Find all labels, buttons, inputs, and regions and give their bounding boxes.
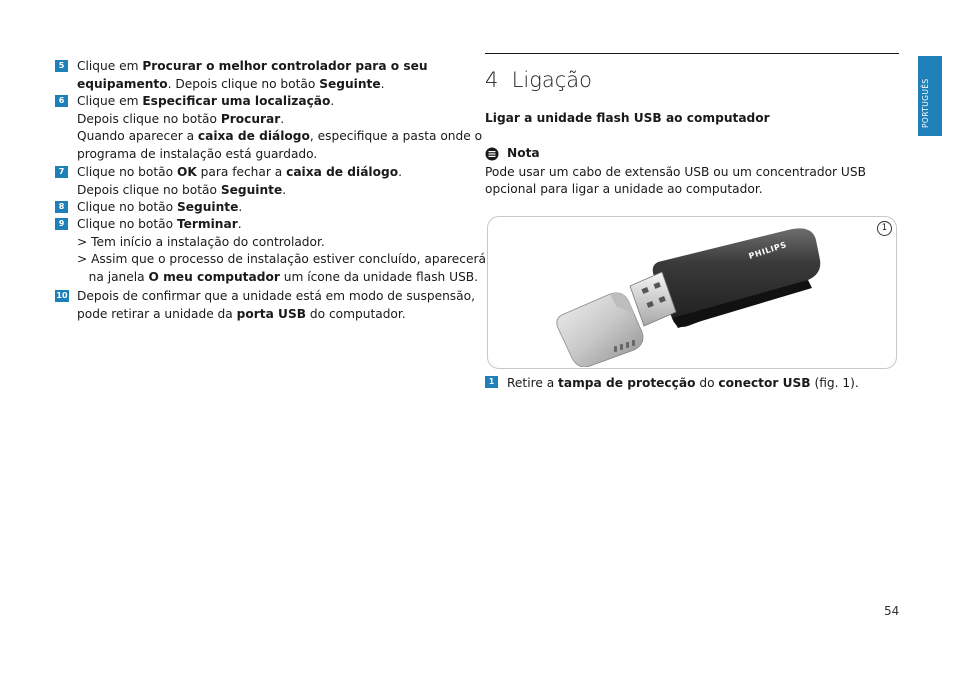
step-text-line [77,146,317,163]
text-run: para fechar a [196,165,287,179]
text-run: um ícone da unidade flash USB. [279,269,479,284]
text-run: , especifique a pasta onde o [309,129,483,143]
text-run: pode retirar a unidade da [77,306,237,321]
usb-body [653,228,821,327]
step-text-line [77,306,406,323]
note-line: Pode usar um cabo de extensão USB ou um concentrador USB [485,165,866,179]
language-tab-label: PORTUGUÊS [921,78,930,128]
text-run: Procurar [220,111,281,126]
text-run: . [280,111,285,126]
text-run: Clique no botão [77,165,177,179]
text-run: Especificar uma localização [142,94,331,108]
text-run: Depois clique no botão [77,182,221,197]
text-run: do [695,376,719,390]
figure-caption [507,375,859,392]
section-title: 4 Ligação [485,68,592,92]
text-run: > Tem início a instalação do controlador. [77,234,325,249]
text-run: equipamento [77,76,168,91]
text-run: Terminar [176,217,238,231]
text-run: Depois de confirmar que a unidade está em modo de suspensão, [77,289,475,303]
usb-cap [557,293,643,367]
text-run: Depois clique no botão [77,111,221,126]
note-line: opcional para ligar a unidade ao computador. [485,182,763,196]
text-run: Procurar o melhor controlador para o seu [142,59,428,73]
text-run: Clique em [77,59,143,73]
step-text-line [77,128,482,145]
step-text-line [77,76,384,93]
text-run: . [330,94,335,108]
language-tab [918,56,942,136]
usb-drive-illustration [550,222,830,367]
section-rule [485,53,899,54]
step-number-badge: 6 [55,95,68,107]
text-run: . [237,217,242,231]
text-run: Clique no botão [77,217,177,231]
text-run: . [398,165,402,179]
step-text-line [77,182,286,199]
figure-number-circle [877,221,892,236]
step-text-line [77,164,402,181]
text-run: porta USB [236,306,307,321]
text-run: . [380,76,385,91]
step-text-line [77,216,242,233]
step-text-line [77,269,478,286]
note-label: Nota [507,146,540,160]
text-run: . Depois clique no botão [167,76,320,91]
text-run: Seguinte [220,182,283,197]
text-run: do computador. [306,306,406,321]
text-run: > Assim que o processo de instalação estiver concluído, aparecerá [77,252,486,266]
text-run: O meu computador [148,269,280,284]
figure-number: 1 [881,223,888,233]
text-run: (fig. 1). [810,376,859,390]
step-text-line [77,58,428,75]
text-run: Clique no botão [77,200,177,214]
step-text-line [77,93,334,110]
step-number-badge: 10 [56,291,68,300]
text-run: na janela [77,269,149,284]
step-text-line [77,234,325,251]
text-run: caixa de diálogo [286,165,399,179]
text-run: programa de instalação está guardado. [77,146,318,161]
step-number-badge: 9 [55,218,68,230]
text-run: Quando aparecer a [77,129,198,143]
note-icon [485,147,499,161]
text-run: Seguinte [319,76,381,91]
step-text-line [77,251,486,268]
text-run: caixa de diálogo [197,129,310,143]
text-run: Seguinte [176,200,239,214]
step-text-line [77,111,284,128]
text-run: Clique em [77,94,143,108]
step-number-badge: 8 [55,201,68,213]
subheading: Ligar a unidade flash USB ao computador [485,111,770,125]
text-run: . [238,200,243,214]
text-run: . [282,182,287,197]
text-run: OK [176,165,197,179]
text-run: Retire a [507,376,559,390]
step-text-line [77,199,242,216]
caption-step-badge: 1 [485,376,498,388]
step-number-badge: 5 [55,60,68,72]
text-run: conector USB [718,376,811,390]
brand-logo: PHILIPS [747,240,788,261]
step-text-line [77,288,475,305]
step-number-badge: 7 [55,166,68,178]
text-run: tampa de protecção [558,376,696,390]
page-number: 54 [884,604,900,618]
